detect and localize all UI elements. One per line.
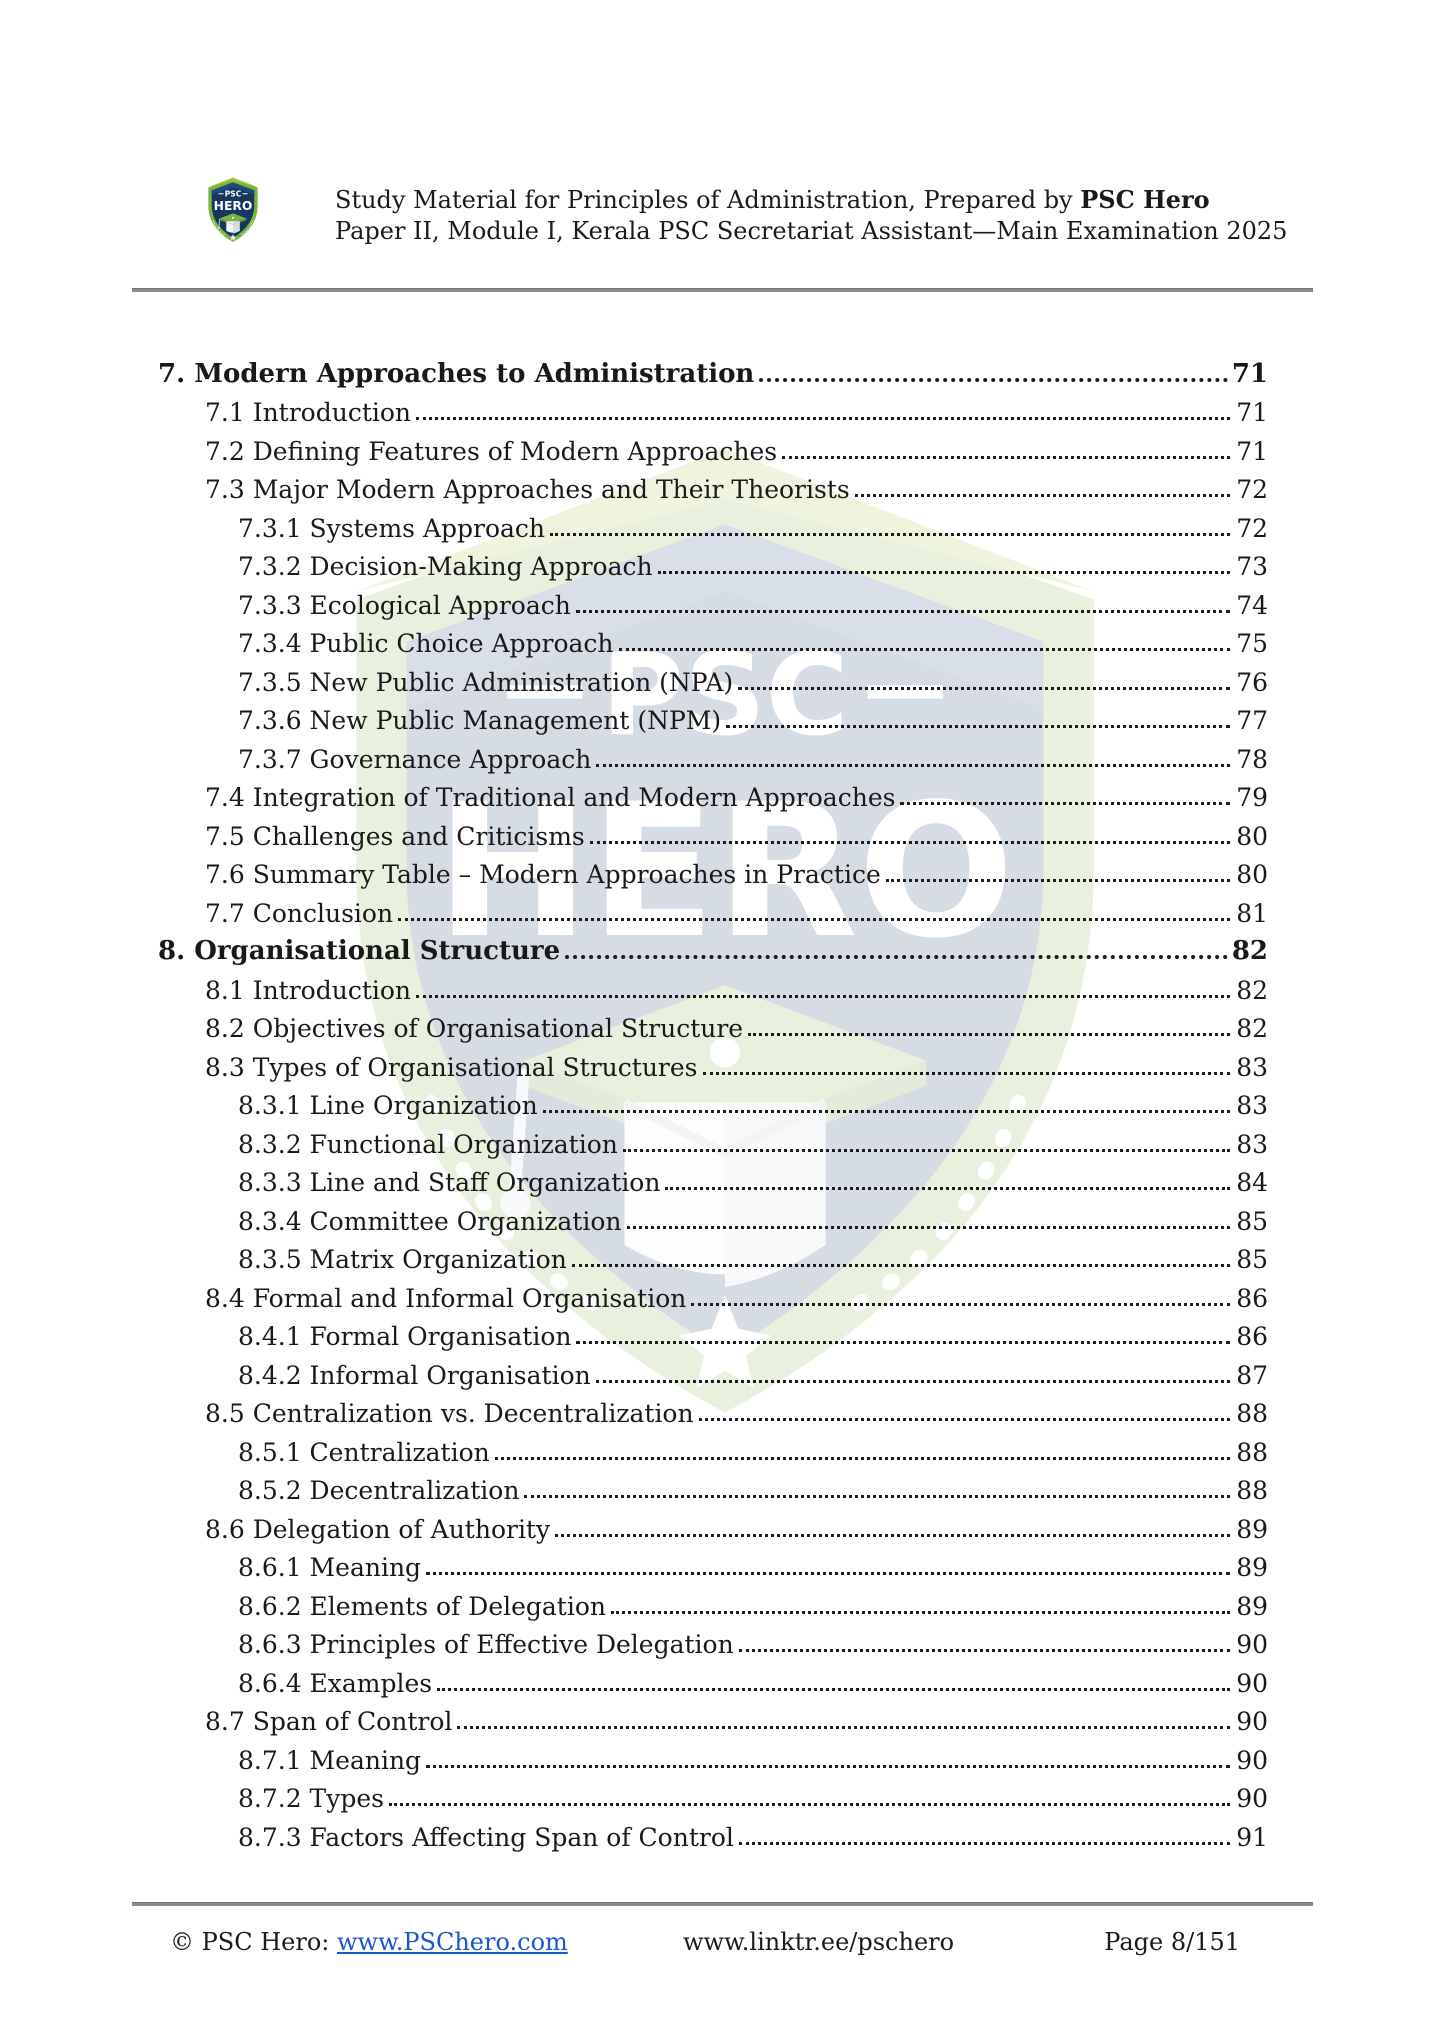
- toc-entry[interactable]: [132, 1813, 1268, 1852]
- toc-entry-page: 84: [1236, 1168, 1268, 1197]
- footer-page-number: Page 8/151: [1104, 1928, 1240, 1956]
- toc-entry-label: 8.5.2 Decentralization: [238, 1476, 520, 1505]
- toc-entry[interactable]: [132, 1236, 1268, 1275]
- toc-entry-label: 7.3.3 Ecological Approach: [238, 590, 571, 620]
- toc-leader: [623, 1149, 1230, 1152]
- toc-entry[interactable]: [132, 1005, 1268, 1044]
- header-line2: Paper II, Module I, Kerala PSC Secretariat Assistant—Main Examination 2025: [335, 217, 1288, 245]
- toc-entry[interactable]: [132, 658, 1268, 697]
- toc-leader: [691, 1303, 1230, 1306]
- toc-leader: [576, 610, 1230, 613]
- toc-leader: [703, 1072, 1230, 1075]
- toc-entry-label: 8.6 Delegation of Authority: [205, 1514, 551, 1544]
- toc-entry-page: 80: [1236, 821, 1268, 851]
- toc-entry[interactable]: [132, 1698, 1268, 1737]
- toc-entry-page: 81: [1236, 898, 1268, 928]
- toc-entry-page: 75: [1236, 629, 1268, 658]
- toc-entry-page: 85: [1236, 1206, 1268, 1236]
- toc-entry[interactable]: [132, 1120, 1268, 1159]
- toc-entry-label: 8.4.1 Formal Organisation: [238, 1322, 572, 1351]
- toc-entry[interactable]: [132, 1351, 1268, 1390]
- toc-leader: [590, 841, 1230, 844]
- toc-entry-label: 7.6 Summary Table – Modern Approaches in Practice: [205, 860, 881, 889]
- toc-entry-page: 91: [1236, 1822, 1268, 1852]
- toc-entry-page: 88: [1236, 1476, 1268, 1505]
- toc-entry-page: 90: [1236, 1630, 1268, 1659]
- toc-entry[interactable]: [132, 735, 1268, 774]
- toc-leader: [619, 648, 1230, 651]
- toc-entry[interactable]: [132, 1621, 1268, 1660]
- toc-entry-page: 89: [1236, 1591, 1268, 1621]
- toc-entry[interactable]: [132, 389, 1268, 428]
- toc-entry-label: 8.3.4 Committee Organization: [238, 1206, 622, 1236]
- toc-entry-page: 88: [1236, 1399, 1268, 1428]
- toc-entry-label: 8.3 Types of Organisational Structures: [205, 1052, 698, 1082]
- toc-leader: [611, 1611, 1230, 1614]
- toc-entry-page: 86: [1236, 1283, 1268, 1313]
- pschero-link[interactable]: www.PSChero.com: [336, 1928, 568, 1956]
- toc-leader: [495, 1457, 1230, 1460]
- toc-entry[interactable]: [132, 812, 1268, 851]
- toc-entry-label: 7.3.5 New Public Administration (NPA): [238, 667, 734, 697]
- toc-leader: [426, 1572, 1230, 1575]
- toc-entry-label: 7.3.6 New Public Management (NPM): [238, 706, 722, 735]
- toc-leader: [627, 1226, 1231, 1229]
- toc-entry[interactable]: [132, 1082, 1268, 1121]
- toc-leader: [596, 764, 1230, 767]
- toc-entry[interactable]: [132, 1159, 1268, 1198]
- toc-entry-page: 83: [1236, 1091, 1268, 1120]
- toc-entry[interactable]: [132, 1505, 1268, 1544]
- toc-leader: [543, 1110, 1230, 1113]
- toc-entry[interactable]: [132, 774, 1268, 813]
- toc-entry-label: 8.3.2 Functional Organization: [238, 1129, 618, 1159]
- toc-leader: [900, 802, 1230, 805]
- toc-entry-page: 90: [1236, 1668, 1268, 1698]
- toc-entry[interactable]: [132, 466, 1268, 505]
- toc-leader: [738, 687, 1230, 690]
- toc-entry-label: 8.6.3 Principles of Effective Delegation: [238, 1630, 734, 1659]
- toc-entry-page: 76: [1236, 667, 1268, 697]
- footer-copyright: © PSC Hero: www.PSChero.com: [170, 1928, 568, 1956]
- toc-entry-page: 74: [1236, 590, 1268, 620]
- toc-entry-label: 7.1 Introduction: [205, 398, 412, 427]
- toc-entry[interactable]: [132, 1197, 1268, 1236]
- toc-entry-label: 8. Organisational Structure: [158, 936, 561, 966]
- toc-entry[interactable]: [132, 1582, 1268, 1621]
- toc-leader: [665, 1187, 1230, 1190]
- header-brand: PSC Hero: [1080, 185, 1210, 214]
- toc-leader: [726, 725, 1230, 728]
- toc-leader: [572, 1264, 1230, 1267]
- toc-list: [132, 350, 1268, 1852]
- toc-leader: [576, 1341, 1230, 1344]
- header-divider: [132, 288, 1313, 292]
- toc-entry-page: 90: [1236, 1745, 1268, 1775]
- toc-leader: [739, 1842, 1230, 1845]
- toc-entry-label: 8.7.2 Types: [238, 1784, 384, 1813]
- toc-entry-label: 7.3.1 Systems Approach: [238, 513, 546, 543]
- toc-entry-label: 8.6.4 Examples: [238, 1668, 433, 1698]
- toc-entry-label: 7.3 Major Modern Approaches and Their Theorists: [205, 475, 850, 504]
- toc-entry[interactable]: [132, 928, 1268, 967]
- toc-entry-label: 8.2 Objectives of Organisational Structure: [205, 1014, 744, 1043]
- toc-entry-label: 7.5 Challenges and Criticisms: [205, 821, 585, 851]
- toc-entry[interactable]: [132, 427, 1268, 466]
- toc-entry-page: 80: [1236, 860, 1268, 889]
- toc-entry-label: 8.3.3 Line and Staff Organization: [238, 1168, 661, 1197]
- toc-entry[interactable]: [132, 1544, 1268, 1583]
- toc-entry-page: 71: [1236, 436, 1268, 466]
- toc-entry[interactable]: [132, 966, 1268, 1005]
- toc-leader: [457, 1726, 1230, 1729]
- header-line1: Study Material for Principles of Administration, Prepared by PSC Hero: [335, 185, 1210, 214]
- toc-entry-label: 7.3.4 Public Choice Approach: [238, 629, 614, 658]
- toc-entry[interactable]: [132, 620, 1268, 659]
- toc-entry[interactable]: [132, 581, 1268, 620]
- toc-entry-label: 8.7.1 Meaning: [238, 1745, 422, 1775]
- toc-entry[interactable]: [132, 1736, 1268, 1775]
- toc-entry-label: 8.4 Formal and Informal Organisation: [205, 1283, 687, 1313]
- toc-leader: [855, 494, 1230, 497]
- toc-entry-page: 87: [1236, 1360, 1268, 1390]
- toc-leader: [416, 995, 1230, 998]
- toc-entry-page: 82: [1236, 1014, 1268, 1043]
- toc-leader: [658, 571, 1230, 574]
- toc-entry-page: 90: [1236, 1784, 1268, 1813]
- toc-entry[interactable]: [132, 1428, 1268, 1467]
- toc-leader: [596, 1380, 1230, 1383]
- toc-entry-page: 86: [1236, 1322, 1268, 1351]
- header-text: [335, 184, 1287, 247]
- toc-leader: [398, 918, 1230, 921]
- toc-entry-label: 7.2 Defining Features of Modern Approaches: [205, 436, 778, 466]
- toc-entry-page: 82: [1236, 975, 1268, 1005]
- toc-leader: [550, 533, 1230, 536]
- toc-entry-page: 72: [1236, 475, 1268, 504]
- toc-entry-page: 83: [1236, 1052, 1268, 1082]
- toc-entry-page: 90: [1236, 1707, 1268, 1736]
- toc-entry[interactable]: [132, 543, 1268, 582]
- toc-entry[interactable]: [132, 504, 1268, 543]
- toc-entry-label: 8.3.1 Line Organization: [238, 1091, 538, 1120]
- toc-entry-page: 71: [1236, 398, 1268, 427]
- footer-divider: [132, 1902, 1313, 1906]
- footer: [0, 1928, 1445, 1968]
- toc-entry-label: 7.3.2 Decision-Making Approach: [238, 552, 653, 581]
- toc-entry-label: 7.4 Integration of Traditional and Modern Approaches: [205, 783, 896, 812]
- toc-leader: [748, 1033, 1230, 1036]
- toc-entry[interactable]: [132, 1775, 1268, 1814]
- toc-entry-page: 85: [1236, 1245, 1268, 1274]
- toc-entry-label: 8.4.2 Informal Organisation: [238, 1360, 591, 1390]
- toc-entry-label: 8.1 Introduction: [205, 975, 412, 1005]
- toc-leader: [699, 1418, 1230, 1421]
- toc-leader: [426, 1765, 1230, 1768]
- toc-entry[interactable]: [132, 1274, 1268, 1313]
- toc-entry-page: 78: [1236, 744, 1268, 774]
- toc-entry-page: 82: [1231, 936, 1268, 966]
- toc-entry-label: 8.7.3 Factors Affecting Span of Control: [238, 1822, 734, 1852]
- toc-leader: [555, 1534, 1230, 1537]
- toc-entry[interactable]: [132, 1390, 1268, 1429]
- toc-entry-page: 79: [1236, 783, 1268, 812]
- toc-leader: [416, 417, 1230, 420]
- toc-entry-page: 73: [1236, 552, 1268, 581]
- toc-entry-label: 7.7 Conclusion: [205, 898, 394, 928]
- toc-entry-label: 8.6.1 Meaning: [238, 1553, 422, 1582]
- toc-entry[interactable]: [132, 1313, 1268, 1352]
- toc-entry-label: 8.5 Centralization vs. Decentralization: [205, 1399, 694, 1428]
- toc-entry-label: 8.3.5 Matrix Organization: [238, 1245, 567, 1274]
- toc-entry-page: 89: [1236, 1514, 1268, 1544]
- toc-entry[interactable]: [132, 350, 1268, 389]
- toc-leader: [565, 955, 1228, 959]
- toc-leader: [782, 456, 1230, 459]
- toc-entry-label: 8.5.1 Centralization: [238, 1437, 490, 1467]
- toc-entry-label: 8.7 Span of Control: [205, 1707, 453, 1736]
- toc-entry-page: 89: [1236, 1553, 1268, 1582]
- toc-entry[interactable]: [132, 1467, 1268, 1506]
- toc-entry-label: 7.3.7 Governance Approach: [238, 744, 592, 774]
- toc-entry[interactable]: [132, 851, 1268, 890]
- toc-entry-label: 7. Modern Approaches to Administration: [158, 358, 755, 389]
- toc-entry[interactable]: [132, 889, 1268, 928]
- toc-leader: [389, 1803, 1230, 1806]
- toc-entry-page: 88: [1236, 1437, 1268, 1467]
- toc-entry[interactable]: [132, 697, 1268, 736]
- toc-entry-page: 71: [1231, 358, 1268, 389]
- toc-entry-page: 83: [1236, 1129, 1268, 1159]
- toc-leader: [886, 879, 1230, 882]
- toc-entry-page: 77: [1236, 706, 1268, 735]
- toc-entry[interactable]: [132, 1659, 1268, 1698]
- toc-leader: [524, 1495, 1230, 1498]
- psc-hero-logo: [205, 170, 261, 250]
- toc-leader: [437, 1688, 1230, 1691]
- toc-entry-label: 8.6.2 Elements of Delegation: [238, 1591, 607, 1621]
- toc-entry-page: 72: [1236, 513, 1268, 543]
- toc-entry[interactable]: [132, 1043, 1268, 1082]
- toc-leader: [759, 378, 1227, 382]
- toc-leader: [739, 1649, 1230, 1652]
- footer-linktree: www.linktr.ee/pschero: [683, 1928, 955, 1956]
